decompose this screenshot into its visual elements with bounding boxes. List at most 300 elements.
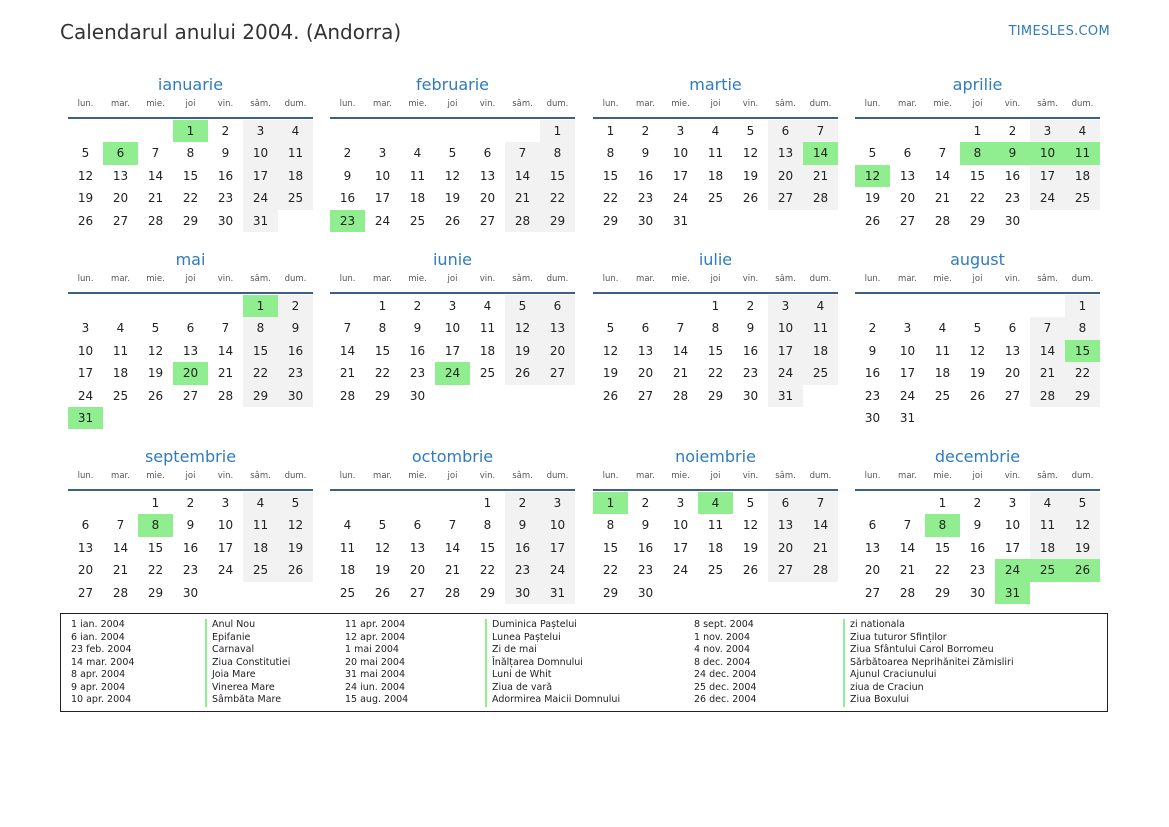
day-cell: 20: [479, 191, 496, 206]
day-cell: 21: [147, 191, 164, 206]
day-cell: 20: [768, 537, 803, 559]
day-cell: 23: [864, 388, 881, 403]
day-cell: 24: [217, 563, 234, 578]
day-grid: [593, 492, 838, 604]
legend-date: 31 mai 2004: [345, 669, 406, 680]
legend-holiday-name: Ziua Boxului: [843, 694, 1014, 707]
weekday-label: vin.: [1004, 274, 1021, 284]
weekday-header: [68, 274, 313, 288]
day-cell: 15: [540, 165, 575, 187]
header-divider: [330, 292, 575, 294]
day-cell: 21: [505, 187, 540, 209]
weekday-label: mar.: [111, 99, 130, 109]
day-cell: 5: [448, 146, 457, 161]
day-cell: 27: [77, 585, 94, 600]
legend-date: 6 ian. 2004: [71, 631, 125, 643]
day-cell: 29: [479, 585, 496, 600]
day-cell: 13: [77, 540, 94, 555]
day-cell: 13: [768, 142, 803, 164]
weekday-label: lun.: [339, 471, 356, 481]
legend-holiday-name: Anul Nou: [205, 619, 290, 632]
weekday-label: mie.: [408, 471, 427, 481]
day-cell: 7: [676, 321, 685, 336]
day-cell: 17: [444, 343, 461, 358]
day-cell: 4: [243, 492, 278, 514]
month-title: octombrie: [411, 447, 494, 466]
day-cell: 12: [742, 518, 759, 533]
month-octombrie: [330, 446, 575, 604]
day-cell: 18: [1065, 165, 1100, 187]
empty-cell: [365, 120, 400, 142]
day-grid: [330, 120, 575, 232]
day-cell: 28: [147, 213, 164, 228]
legend-holiday-name: zi nationala: [843, 619, 1014, 632]
day-cell: 22: [934, 563, 951, 578]
holiday-day-cell: 14: [803, 142, 838, 164]
day-cell: 5: [746, 496, 755, 510]
weekday-label: dum.: [284, 274, 307, 284]
day-cell: 1: [938, 496, 947, 510]
weekday-label: mar.: [373, 274, 392, 284]
day-cell: 11: [803, 317, 838, 339]
day-cell: 28: [803, 559, 838, 581]
day-cell: 6: [768, 120, 803, 142]
day-cell: 12: [374, 540, 391, 555]
day-cell: 25: [707, 563, 724, 578]
day-cell: 8: [540, 142, 575, 164]
day-cell: 27: [540, 362, 575, 384]
empty-cell: [1030, 295, 1065, 317]
day-cell: 7: [1030, 317, 1065, 339]
holiday-day-cell: 8: [925, 514, 960, 536]
day-cell: 25: [112, 388, 129, 403]
day-cell: 19: [278, 537, 313, 559]
month-iulie: [593, 249, 838, 407]
day-cell: 2: [973, 496, 982, 510]
day-cell: 7: [938, 146, 947, 161]
day-cell: 20: [637, 366, 654, 381]
day-cell: 9: [413, 321, 422, 336]
day-cell: 11: [707, 146, 724, 161]
legend-holiday-name: Ziua Constitutiei: [205, 657, 290, 670]
header-divider: [593, 117, 838, 119]
day-cell: 28: [112, 585, 129, 600]
day-cell: 2: [746, 299, 755, 313]
day-cell: 28: [217, 388, 234, 403]
weekday-label: mie.: [146, 471, 165, 481]
day-cell: 11: [934, 343, 951, 358]
day-cell: 19: [147, 366, 164, 381]
day-cell: 30: [1004, 213, 1021, 228]
day-cell: 20: [409, 563, 426, 578]
empty-cell: [628, 295, 663, 317]
weekday-label: sâm.: [1037, 99, 1058, 109]
day-cell: 3: [378, 146, 387, 161]
empty-cell: [890, 492, 925, 514]
weekday-label: mie.: [933, 471, 952, 481]
day-cell: 13: [479, 168, 496, 183]
header-divider: [68, 117, 313, 119]
holiday-day-cell: 9: [995, 142, 1030, 164]
legend-date: 15 aug. 2004: [345, 694, 409, 705]
day-cell: 17: [243, 165, 278, 187]
day-cell: 19: [969, 366, 986, 381]
day-cell: 8: [378, 321, 387, 336]
header-divider: [855, 292, 1100, 294]
month-ianuarie: [68, 74, 313, 232]
day-cell: 11: [409, 168, 426, 183]
legend-holiday-name: Sâmbăta Mare: [205, 694, 290, 707]
day-cell: 1: [378, 299, 387, 313]
weekday-label: mar.: [636, 471, 655, 481]
weekday-label: lun.: [864, 99, 881, 109]
day-cell: 26: [969, 388, 986, 403]
day-grid: [593, 295, 838, 407]
weekday-label: dum.: [809, 274, 832, 284]
day-cell: 18: [479, 343, 496, 358]
day-cell: 6: [768, 492, 803, 514]
day-cell: 1: [1065, 295, 1100, 317]
day-cell: 14: [339, 343, 356, 358]
day-cell: 26: [602, 388, 619, 403]
day-cell: 30: [637, 213, 654, 228]
day-cell: 4: [413, 146, 422, 161]
day-cell: 14: [899, 540, 916, 555]
header-divider: [330, 489, 575, 491]
day-cell: 3: [1008, 496, 1017, 510]
day-cell: 21: [1030, 362, 1065, 384]
legend-date: 4 nov. 2004: [694, 644, 750, 655]
day-cell: 16: [505, 537, 540, 559]
weekday-label: dum.: [1071, 471, 1094, 481]
weekday-header: [593, 274, 838, 288]
day-cell: 30: [278, 385, 313, 407]
holiday-day-cell: 24: [995, 559, 1030, 581]
weekday-label: joi: [710, 274, 721, 284]
day-cell: 24: [672, 563, 689, 578]
day-cell: 12: [505, 317, 540, 339]
empty-cell: [995, 295, 1030, 317]
empty-cell: [173, 295, 208, 317]
day-cell: 28: [803, 187, 838, 209]
legend-date: 26 dec. 2004: [694, 694, 757, 705]
month-title: mai: [175, 250, 206, 269]
day-cell: 23: [278, 362, 313, 384]
day-cell: 21: [803, 537, 838, 559]
day-cell: 30: [505, 582, 540, 604]
day-cell: 12: [1065, 514, 1100, 536]
empty-cell: [365, 492, 400, 514]
day-cell: 21: [217, 366, 234, 381]
weekday-label: mie.: [933, 274, 952, 284]
day-cell: 27: [1004, 388, 1021, 403]
weekday-label: mar.: [373, 471, 392, 481]
day-cell: 29: [147, 585, 164, 600]
day-grid: [68, 120, 313, 232]
empty-cell: [208, 295, 243, 317]
weekday-label: sâm.: [512, 471, 533, 481]
day-cell: 17: [768, 340, 803, 362]
empty-cell: [138, 295, 173, 317]
month-septembrie: [68, 446, 313, 604]
legend-date: 8 dec. 2004: [694, 656, 751, 668]
month-title: februarie: [415, 75, 490, 94]
day-cell: 21: [934, 191, 951, 206]
day-cell: 2: [641, 496, 650, 510]
empty-cell: [330, 295, 365, 317]
weekday-label: dum.: [546, 99, 569, 109]
day-cell: 12: [278, 514, 313, 536]
day-cell: 27: [479, 213, 496, 228]
day-cell: 22: [707, 366, 724, 381]
day-cell: 17: [77, 366, 94, 381]
day-cell: 1: [711, 299, 720, 313]
holiday-day-cell: 15: [1065, 340, 1100, 362]
weekday-label: dum.: [284, 99, 307, 109]
day-cell: 14: [672, 343, 689, 358]
legend-date: 14 mar. 2004: [71, 656, 135, 668]
day-cell: 28: [934, 213, 951, 228]
legend-names-column: [205, 619, 290, 707]
weekday-label: mar.: [898, 274, 917, 284]
day-cell: 22: [602, 191, 619, 206]
day-cell: 29: [243, 385, 278, 407]
legend-holiday-name: Adormirea Maicii Domnului: [485, 694, 620, 707]
day-cell: 25: [934, 388, 951, 403]
legend-holiday-name: Ziua de vară: [485, 682, 620, 695]
day-cell: 14: [147, 168, 164, 183]
legend-holiday-name: Duminica Paștelui: [485, 619, 620, 632]
day-cell: 23: [182, 563, 199, 578]
day-cell: 6: [540, 295, 575, 317]
holiday-day-cell: 20: [173, 362, 208, 384]
holiday-legend: [60, 613, 1108, 712]
weekday-label: sâm.: [1037, 274, 1058, 284]
day-cell: 24: [768, 362, 803, 384]
weekday-label: mar.: [111, 471, 130, 481]
legend-holiday-name: Ziua tuturor Sfinților: [843, 632, 1014, 645]
day-cell: 31: [540, 582, 575, 604]
weekday-label: vin.: [479, 99, 496, 109]
day-cell: 10: [768, 317, 803, 339]
day-cell: 23: [409, 366, 426, 381]
day-cell: 29: [934, 585, 951, 600]
day-cell: 6: [186, 321, 195, 336]
weekday-label: dum.: [546, 274, 569, 284]
day-cell: 10: [672, 146, 689, 161]
day-cell: 17: [1004, 540, 1021, 555]
day-cell: 2: [221, 124, 230, 138]
day-cell: 23: [637, 563, 654, 578]
day-cell: 8: [606, 146, 615, 161]
day-cell: 22: [602, 563, 619, 578]
day-cell: 8: [1065, 317, 1100, 339]
day-cell: 5: [81, 146, 90, 161]
legend-date: 10 apr. 2004: [71, 694, 132, 705]
day-cell: 16: [637, 168, 654, 183]
day-cell: 10: [374, 168, 391, 183]
legend-date: 23 feb. 2004: [71, 644, 132, 655]
weekday-label: joi: [710, 99, 721, 109]
day-cell: 19: [444, 191, 461, 206]
day-cell: 10: [243, 142, 278, 164]
day-cell: 13: [182, 343, 199, 358]
day-cell: 22: [182, 191, 199, 206]
day-cell: 30: [864, 410, 881, 425]
day-cell: 29: [602, 585, 619, 600]
day-cell: 15: [707, 343, 724, 358]
header-divider: [330, 117, 575, 119]
empty-cell: [855, 295, 890, 317]
day-cell: 29: [1065, 385, 1100, 407]
day-cell: 2: [1008, 124, 1017, 138]
day-cell: 30: [217, 213, 234, 228]
day-cell: 16: [409, 343, 426, 358]
weekday-label: vin.: [1004, 471, 1021, 481]
day-cell: 23: [742, 366, 759, 381]
day-cell: 15: [602, 168, 619, 183]
day-cell: 23: [505, 559, 540, 581]
legend-date: 25 dec. 2004: [694, 681, 757, 693]
legend-date: 1 nov. 2004: [694, 631, 750, 643]
empty-cell: [925, 120, 960, 142]
weekday-label: mie.: [671, 471, 690, 481]
legend-date: 8 apr. 2004: [71, 669, 126, 680]
weekday-label: lun.: [602, 274, 619, 284]
day-cell: 18: [707, 540, 724, 555]
month-title: septembrie: [144, 447, 237, 466]
day-cell: 27: [768, 187, 803, 209]
day-cell: 31: [768, 385, 803, 407]
day-grid: [593, 120, 838, 232]
legend-date: 12 apr. 2004: [345, 631, 406, 643]
day-cell: 5: [278, 492, 313, 514]
day-cell: 10: [672, 518, 689, 533]
day-cell: 24: [77, 388, 94, 403]
day-cell: 11: [339, 540, 356, 555]
brand-logo-link[interactable]: TIMESLES.COM: [1008, 24, 1110, 39]
day-cell: 19: [505, 340, 540, 362]
day-cell: 9: [186, 518, 195, 533]
day-cell: 28: [339, 388, 356, 403]
day-grid: [855, 492, 1100, 604]
day-cell: 29: [602, 213, 619, 228]
weekday-label: mar.: [373, 99, 392, 109]
day-cell: 30: [742, 388, 759, 403]
holiday-day-cell: 25: [1030, 559, 1065, 581]
weekday-label: vin.: [742, 471, 759, 481]
day-cell: 27: [409, 585, 426, 600]
day-cell: 25: [1065, 187, 1100, 209]
weekday-label: sâm.: [775, 99, 796, 109]
day-cell: 2: [505, 492, 540, 514]
holiday-day-cell: 11: [1065, 142, 1100, 164]
day-cell: 5: [973, 321, 982, 336]
day-cell: 17: [672, 540, 689, 555]
weekday-header: [68, 99, 313, 113]
header-divider: [855, 117, 1100, 119]
day-cell: 26: [742, 191, 759, 206]
day-cell: 19: [602, 366, 619, 381]
weekday-label: mar.: [111, 274, 130, 284]
month-title: iunie: [432, 250, 472, 269]
weekday-label: lun.: [77, 274, 94, 284]
day-cell: 16: [339, 191, 356, 206]
day-cell: 7: [803, 120, 838, 142]
weekday-label: lun.: [864, 274, 881, 284]
legend-dates-column: [71, 619, 134, 707]
weekday-header: [855, 99, 1100, 113]
day-cell: 16: [278, 340, 313, 362]
day-cell: 25: [243, 559, 278, 581]
day-cell: 26: [77, 213, 94, 228]
weekday-label: mie.: [671, 274, 690, 284]
day-cell: 4: [1065, 120, 1100, 142]
empty-cell: [68, 295, 103, 317]
day-cell: 27: [112, 213, 129, 228]
day-cell: 20: [77, 563, 94, 578]
day-cell: 26: [374, 585, 391, 600]
day-cell: 5: [505, 295, 540, 317]
empty-cell: [68, 120, 103, 142]
day-cell: 15: [374, 343, 391, 358]
weekday-label: joi: [185, 471, 196, 481]
weekday-label: mie.: [933, 99, 952, 109]
day-cell: 18: [278, 165, 313, 187]
day-cell: 12: [444, 168, 461, 183]
weekday-label: dum.: [809, 471, 832, 481]
day-cell: 16: [969, 540, 986, 555]
day-cell: 7: [343, 321, 352, 336]
header-divider: [855, 489, 1100, 491]
day-cell: 15: [147, 540, 164, 555]
day-cell: 14: [444, 540, 461, 555]
empty-cell: [103, 120, 138, 142]
legend-date: 1 mai 2004: [345, 644, 399, 655]
header-divider: [593, 489, 838, 491]
day-cell: 21: [112, 563, 129, 578]
day-cell: 22: [969, 191, 986, 206]
day-cell: 9: [221, 146, 230, 161]
weekday-label: mar.: [898, 99, 917, 109]
day-cell: 10: [1004, 518, 1021, 533]
legend-holiday-name: Vinerea Mare: [205, 682, 290, 695]
legend-date: 24 dec. 2004: [694, 669, 757, 680]
day-cell: 29: [707, 388, 724, 403]
header-divider: [68, 292, 313, 294]
weekday-header: [330, 274, 575, 288]
day-cell: 26: [505, 362, 540, 384]
day-cell: 11: [707, 518, 724, 533]
day-cell: 7: [803, 492, 838, 514]
day-cell: 6: [903, 146, 912, 161]
day-cell: 2: [343, 146, 352, 161]
day-cell: 13: [864, 540, 881, 555]
day-cell: 21: [339, 366, 356, 381]
legend-holiday-name: Luni de Whit: [485, 669, 620, 682]
day-cell: 24: [243, 187, 278, 209]
day-cell: 7: [151, 146, 160, 161]
day-cell: 15: [602, 540, 619, 555]
day-cell: 15: [479, 540, 496, 555]
day-cell: 14: [217, 343, 234, 358]
day-cell: 3: [243, 120, 278, 142]
day-cell: 30: [182, 585, 199, 600]
month-title: august: [950, 250, 1005, 269]
month-iunie: [330, 249, 575, 407]
day-cell: 9: [746, 321, 755, 336]
day-cell: 22: [1065, 362, 1100, 384]
